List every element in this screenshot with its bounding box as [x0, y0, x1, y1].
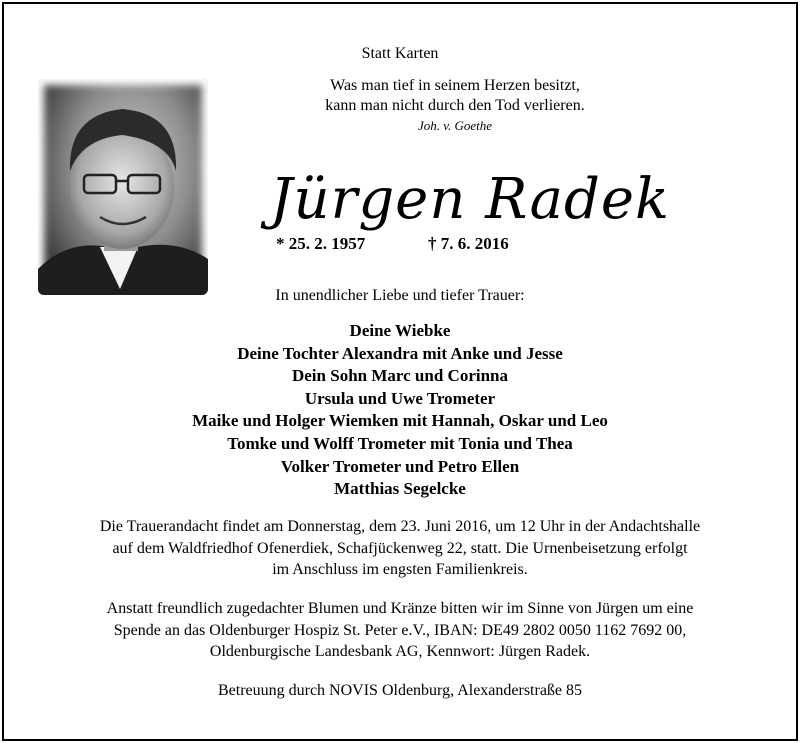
quote-line-1: Was man tief in seinem Herzen besitzt, [330, 77, 580, 94]
donation-paragraph [0, 598, 800, 663]
mourner-line: Dein Sohn Marc und Corinna [291, 366, 508, 386]
deceased-name: Jürgen Radek [270, 167, 670, 232]
service-line: im Anschluss im engsten Familienkreis. [272, 561, 528, 578]
mourner-line: Tomke und Wolff Trometer mit Tonia und Thea [227, 433, 573, 453]
quote-block [200, 76, 710, 136]
quote-line-2: kann man nicht durch den Tod verlieren. [325, 97, 585, 114]
mourner-line: Matthias Segelcke [334, 479, 466, 499]
service-line: auf dem Waldfriedhof Ofenerdiek, Schafjückenweg 22, statt. Die Urnenbeisetzung erfolgt [112, 539, 688, 557]
mourner-line: Deine Wiebke [349, 321, 451, 340]
death-date: † 7. 6. 2016 [428, 234, 509, 253]
donation-line: Anstatt freundlich zugedachter Blumen und Kränze bitten wir im Sinne von Jürgen um eine [106, 600, 694, 617]
service-paragraph [0, 516, 800, 581]
service-line: Die Trauerandacht findet am Donnerstag, dem 23. Juni 2016, um 12 Uhr in der Andachtshalle [99, 518, 701, 535]
portrait-illustration [38, 79, 208, 295]
donation-line: Oldenburgische Landesbank AG, Kennwort: Jürgen Radek. [209, 643, 591, 660]
mourner-line: Maike und Holger Wiemken mit Hannah, Oskar und Leo [192, 411, 608, 431]
mourners-list [0, 320, 800, 501]
birth-date: * 25. 2. 1957 [276, 234, 366, 253]
quote-author: Joh. v. Goethe [417, 118, 493, 133]
portrait-photo [38, 79, 208, 295]
mourner-line: Deine Tochter Alexandra mit Anke und Jesse [237, 343, 563, 363]
mourning-intro: In unendlicher Liebe und tiefer Trauer: [275, 287, 525, 304]
header-text: Statt Karten [361, 45, 439, 62]
donation-line: Spende an das Oldenburger Hospiz St. Peter e.V., IBAN: DE49 2802 0050 1162 7692 00, [113, 621, 687, 639]
mourner-line: Ursula und Uwe Trometer [304, 388, 496, 408]
funeral-home-footer: Betreuung durch NOVIS Oldenburg, Alexanderstraße 85 [217, 682, 583, 699]
mourner-line: Volker Trometer und Petro Ellen [280, 456, 520, 476]
